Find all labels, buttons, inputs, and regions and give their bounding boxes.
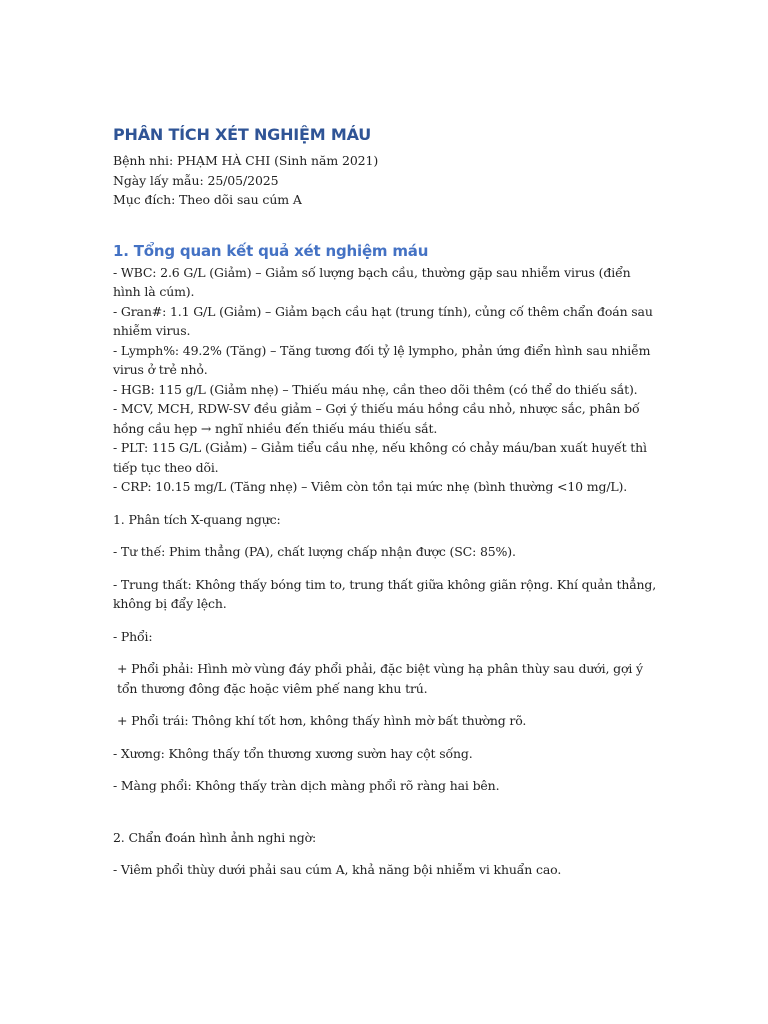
lab-results-list xyxy=(113,263,658,497)
lab-item-mcv: - MCV, MCH, RDW-SV đều giảm – Gợi ý thiếu máu hồng cầu nhỏ, nhược sắc, phân bố hồng cầu hẹp → nghĩ nhiều đến thiếu máu thiếu sắt. xyxy=(113,401,640,436)
lab-item-hgb: - HGB: 115 g/L (Giảm nhẹ) – Thiếu máu nhẹ, cần theo dõi thêm (có thể do thiếu sắt). xyxy=(113,381,638,397)
lab-item-lymph: - Lymph%: 49.2% (Tăng) – Tăng tương đối tỷ lệ lympho, phản ứng điển hình sau nhiễm virus ở trẻ nhỏ. xyxy=(113,342,651,377)
purpose: Mục đích: Theo dõi sau cúm A xyxy=(113,192,302,207)
xray-left-lung: + Phổi trái: Thông khí tốt hơn, không thấy hình mờ bất thường rõ. xyxy=(117,713,527,728)
xray-bones: - Xương: Không thấy tổn thương xương sườn hay cột sống. xyxy=(113,745,473,761)
xray-heading: 1. Phân tích X-quang ngực: xyxy=(113,511,281,527)
patient-info: Bệnh nhi: PHẠM HÀ CHI (Sinh năm 2021) xyxy=(113,153,379,168)
document-page xyxy=(113,124,658,880)
section-heading-lab-overview: 1. Tổng quan kết quả xét nghiệm máu xyxy=(113,241,429,260)
lab-item-crp: - CRP: 10.15 mg/L (Tăng nhẹ) – Viêm còn tồn tại mức nhẹ (bình thường <10 mg/L). xyxy=(113,479,628,494)
document-title: PHÂN TÍCH XÉT NGHIỆM MÁU xyxy=(113,125,372,144)
diagnosis-text: - Viêm phổi thùy dưới phải sau cúm A, khả năng bội nhiễm vi khuẩn cao. xyxy=(113,862,562,877)
xray-pleura: - Màng phổi: Không thấy tràn dịch màng phổi rõ ràng hai bên. xyxy=(113,778,500,793)
xray-lungs-label: - Phổi: xyxy=(113,628,153,644)
diagnosis-heading: 2. Chẩn đoán hình ảnh nghi ngờ: xyxy=(113,829,317,845)
xray-mediastinum: - Trung thất: Không thấy bóng tim to, trung thất giữa không giãn rộng. Khí quản thẳng, không bị đẩy lệch. xyxy=(113,576,657,611)
xray-position: - Tư thế: Phim thẳng (PA), chất lượng chấp nhận được (SC: 85%). xyxy=(113,544,516,559)
lab-item-wbc: - WBC: 2.6 G/L (Giảm) – Giảm số lượng bạch cầu, thường gặp sau nhiễm virus (điển hình là cúm). xyxy=(113,264,631,299)
xray-right-lung: + Phổi phải: Hình mờ vùng đáy phổi phải, đặc biệt vùng hạ phân thùy sau dưới, gợi ý tổn thương đông đặc hoặc viêm phế nang khu trú. xyxy=(117,661,643,696)
sample-date: Ngày lấy mẫu: 25/05/2025 xyxy=(113,172,279,188)
lab-item-plt: - PLT: 115 G/L (Giảm) – Giảm tiểu cầu nhẹ, nếu không có chảy máu/ban xuất huyết thì tiếp tục theo dõi. xyxy=(113,440,647,475)
lab-item-gran: - Gran#: 1.1 G/L (Giảm) – Giảm bạch cầu hạt (trung tính), củng cố thêm chẩn đoán sau nhiễm virus. xyxy=(113,303,653,338)
